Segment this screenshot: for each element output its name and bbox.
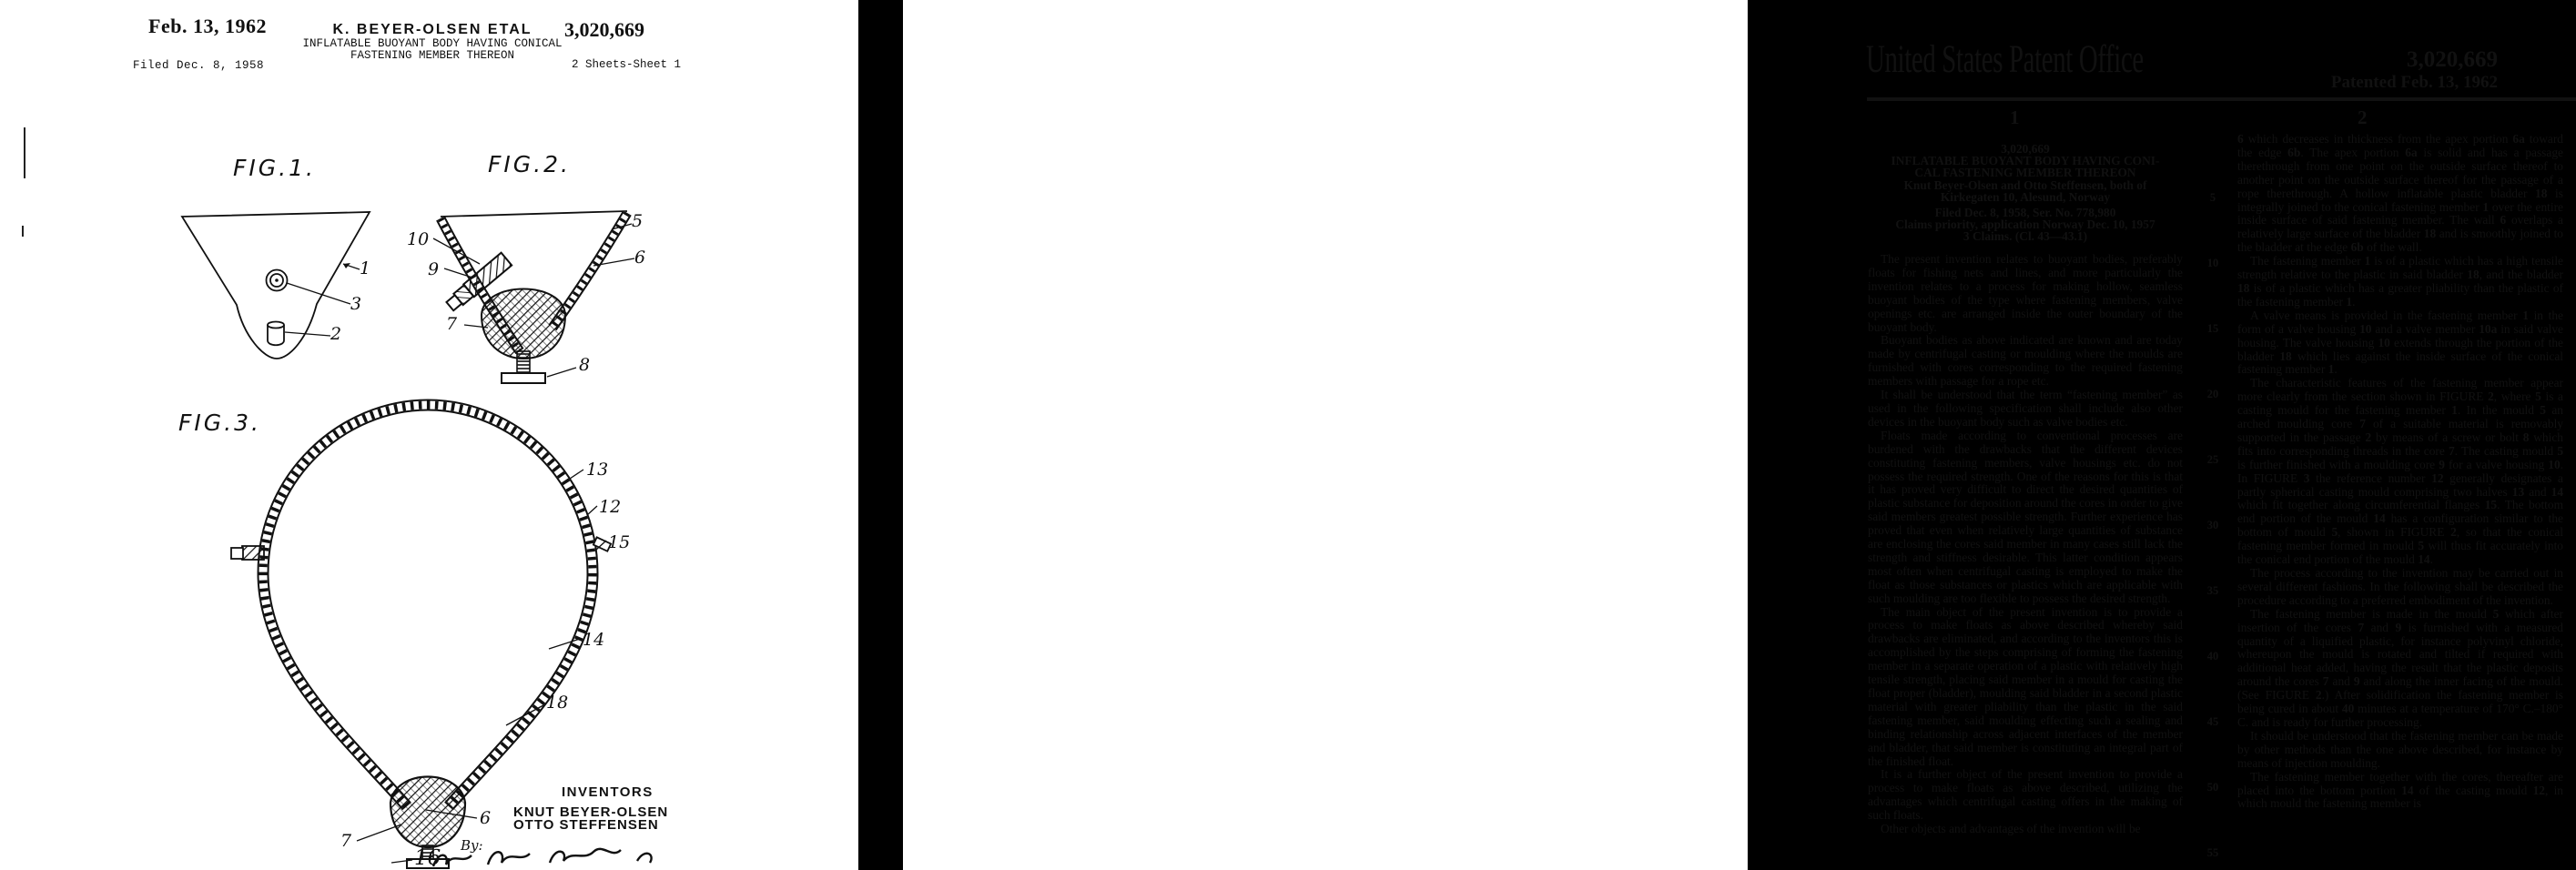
patent-title-block [1868,143,2183,243]
fig3-ref-15: 15 [608,532,631,552]
fig1-drawing [182,212,370,359]
line-number: 45 [2206,715,2219,728]
patented-date: Patented Feb. 13, 1962 [2330,73,2498,92]
title-block-claims: 3 Claims. (Cl. 43—43.1) [1962,229,2088,244]
fig1-ref-1: 1 [360,258,371,278]
paragraph: It is a further object of the present invention to provide a process to make floats as above described, utilizing the advantages which centrifugal casting offers in the making of such floats. [1868,767,2183,823]
signature-by-label: By: [461,837,483,854]
patent-figures-drawing [0,0,858,870]
fig2-drawing [433,211,634,383]
paragraph: A valve means is provided in the fastening member 1 in the form of a valve housing 10 and a valve member 10a in said valve housing. The valve housing 10 extends through the portion of the bladder 18 which lies against the inside surface of the conical fastening member 1. [2237,308,2563,377]
column-1-text [1868,253,2183,870]
page-gutter [858,0,903,870]
title-block-title-1: INFLATABLE BUOYANT BODY HAVING CONI- [1891,154,2160,168]
fig2-ref-6: 6 [634,248,646,268]
fig2-ref-9: 9 [428,259,440,279]
fig2-ref-5: 5 [632,211,644,231]
column-2-number: 2 [2358,106,2368,128]
paragraph: Buoyant bodies as above indicated are known and are today made by centrifugal casting or moulding where the moulds are furnished with cores corresponding to the required fastening members with passage for a rope etc. [1868,333,2183,389]
fig1-ref-3: 3 [350,294,362,314]
line-number: 50 [2206,781,2219,794]
inventor-name-2: OTTO STEFFENSEN [513,817,659,833]
line-number: 30 [2206,519,2219,531]
sheet-filed-date: Filed Dec. 8, 1958 [133,59,265,72]
fig2-ref-7: 7 [446,314,458,334]
line-number: 10 [2206,257,2219,269]
fig3-ref-13: 13 [586,460,609,480]
fig3-label: FIG.3. [178,410,261,436]
sheet-date: Feb. 13, 1962 [148,15,267,37]
fig2-ref-8: 8 [579,355,591,375]
sheet-title-line1: INFLATABLE BUOYANT BODY HAVING CONICAL [302,37,563,50]
line-number: 55 [2206,846,2219,859]
column-2-text [2237,133,2563,870]
header-rule [1867,97,2576,101]
title-block-number: 3,020,669 [2001,142,2050,156]
title-block-priority: Claims priority, application Norway Dec. 10, 1957 [1895,218,2155,232]
paragraph: It should be understood that the fastening member can be made by other methods than the one above described, for instance by means of injection moulding. [2237,728,2563,770]
inventors-label: INVENTORS [562,784,654,800]
sheet-inventor-name: K. BEYER-OLSEN ETAL [332,22,532,37]
line-number: 20 [2206,388,2219,400]
paragraph: Floats made according to conventional processes are burdened with the drawbacks that the different devices constituting fastening members, valve housings etc. do not possess the required strength. One of the reasons for this is that it has proved very difficult to direct the desired quantities of plastic substance for deposition around the cores in order to give said members greatest possible strength. Further experience has proved that even when relatively large quantities of substance are enclosing the cores said member in many cases still lack the strength and stiffness desirable. This latter condition appears most often when centrifugal casting is employed to make the float as those substances or plastics which are applicable with such moulding are too flexible to possess the desired strength. [1868,428,2183,605]
fig1-ref-2: 2 [330,324,342,344]
fig3-ref-12: 12 [599,497,622,517]
line-number: 40 [2206,650,2219,663]
paragraph: 6 which decreases in thickness from the apex portion 6a toward the edge 6b. The apex portion 6a is solid and has a passage therethrough from one point on the outside surface thereof to another point on the outside surface thereof for the passage of a rope therethrough. A hollow inflatable plastic bladder 18 is integrally joined to the conical fastening member 1 over the entire inside surface of said fastening member. The wall 6 overlaps a relatively large surface of the bladder 18 and is smoothly joined to the bladder at the edge 6b of the wall. [2237,132,2563,255]
fig3-ref-7: 7 [340,831,352,851]
column-1-number: 1 [2010,106,2020,128]
line-number: 15 [2206,322,2219,335]
paragraph: The characteristic features of the fastening member appear more clearly from the section shown in FIGURE 2, where 5 is a casting mould for the fastening member 1. In the mould 5 an arched moulding core 7 of a suitable material is removably supported in the passage 2 by means of a screw or bolt 8 which fits into corresponding threads in the core 7. The casting mould 5 is further finished with a moulding core 9 for a valve housing 10. In FIGURE 3 the reference number 12 generally designates a partly spherical casting mould comprising two halves 13 and 14 which fit together along circumferential flanges 15. The bottom end portion of the mould 14 has a configuration similar to the bottom of mould 5, shown in FIGURE 2, so that the conical fastening member formed in mould 5 will thus fit accurately into the conical end portion of the mould 14. [2237,376,2564,567]
fig3-drawing [231,405,611,868]
paragraph: The fastening member together with the cores, thereafter are placed into the bottom portion 14 of the casting mould 12, in which mould the fastening member is [2237,769,2563,811]
patent-office-title: United States Patent Office [1866,38,2144,81]
fig3-ref-16: 16 [414,846,441,870]
fig2-ref-10: 10 [407,229,430,249]
fig3-ref-14: 14 [583,630,605,650]
title-block-inventors: Knut Beyer-Olsen and Otto Steffensen, both of [1903,177,2147,192]
inventor-name-1: KNUT BEYER-OLSEN [513,804,669,820]
sheet-patent-number: 3,020,669 [564,18,644,41]
patent-number: 3,020,669 [2407,47,2498,72]
line-number: 25 [2206,453,2219,466]
fig3-ref-18: 18 [546,693,569,713]
sheet-title-line2: FASTENING MEMBER THEREON [350,48,515,62]
paragraph: The fastening member is made in the mould 5 which after insertion of the cores 7 and 9 is furnished with a measured quantity of a liquified plastic, for instance polyvinyl chloride, whereupon the mould is rotated and tilted if required with additional heat added, having the result that the plastic deposits around the cores 7 and 9 and along the inner facing of the mould. (See FIGURE 2.) After solidification the fastening member is being cured in about 40 minutes at a temperature of 170° C.–180° C. and is ready for further processing. [2237,606,2564,729]
fig1-label: FIG.1. [233,155,316,181]
title-block-title-2: CAL FASTENING MEMBER THEREON [1914,166,2136,180]
paragraph: It shall be understood that the term “fastening member” as used in the following specification shall include also other devices in the buoyant body such as valve bodies etc. [1868,388,2183,429]
paragraph: The fastening member 1 is of a plastic which has a high tensile strength relative to the plastic in said bladder 18, and the bladder 18 is of a plastic which has a greater pliability than the plastic of the fastening member 1. [2237,254,2563,309]
paragraph: The process according to the invention may be carried out in several different fashions. In the following shall be described the procedure according to a preferred embodiment of the invention. [2237,566,2563,607]
title-block-address: Kirkegaten 10, Alesund, Norway [1940,189,2111,204]
line-number: 35 [2206,584,2219,597]
paragraph: The present invention relates to buoyant bodies, preferably floats for fishing nets and lines, and more particularly the invention relates to a process for making hollow, seamless buoyant bodies of the type where fastening members, valve openings etc. are arranged inside the outer boundary of the buoyant body. [1868,252,2183,334]
drawing-sheet-page [0,0,858,870]
specification-page [903,0,2564,870]
sheet-count: 2 Sheets-Sheet 1 [572,58,682,71]
paragraph: Other objects and advantages of the invention will be [1881,822,2141,836]
fig2-label: FIG.2. [488,151,571,177]
paragraph: The main object of the present invention is to provide a process to make floats as above described whereby said drawbacks are eliminated, and according to the inventors this is accomplished by the steps comprising of forming the fastening member in a separate operation of a plastic with relatively high tensile strength, placing said member in a mould for casting the float proper (bladder), moulding said bladder in a second plastic material with greater pliability than the plastic in the said fastening member, said moulding effecting such a sealing and binding relationship across adjacent interfaces of the member and bladder, that said member is constituting an integral part of the finished float. [1868,604,2183,768]
title-block-filed: Filed Dec. 8, 1958, Ser. No. 778,980 [1934,206,2116,220]
line-number: 5 [2209,191,2216,204]
fig3-ref-6: 6 [480,808,492,828]
